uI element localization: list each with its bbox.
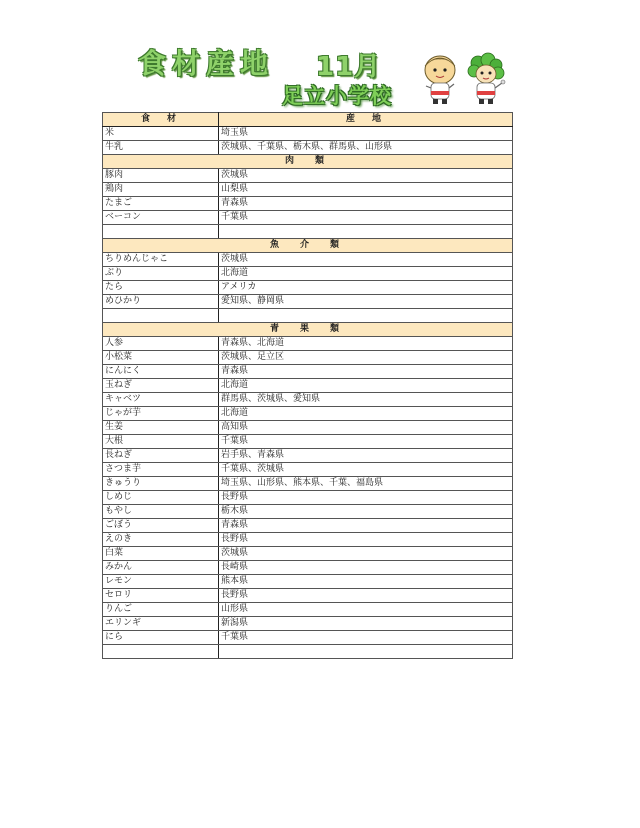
table-row: [103, 295, 513, 309]
origin-cell: 埼玉県、山形県、熊本県、千葉、福島県: [219, 477, 513, 491]
food-cell: りんご: [103, 603, 219, 617]
food-cell: さつま芋: [103, 463, 219, 477]
ingredient-origin-table: [102, 112, 513, 659]
table-row: [103, 351, 513, 365]
origin-cell: 長野県: [219, 533, 513, 547]
section-label: 青 果 類: [103, 323, 513, 337]
food-cell: じゃが芋: [103, 407, 219, 421]
table-row: [103, 407, 513, 421]
header-food: 食 材: [103, 113, 219, 127]
table-row: [103, 505, 513, 519]
page-title: 食材産地: [138, 47, 275, 80]
origin-cell: 茨城県、千葉県、栃木県、群馬県、山形県: [219, 141, 513, 155]
food-cell: 生姜: [103, 421, 219, 435]
table-row: [103, 435, 513, 449]
origin-cell: 千葉県、茨城県: [219, 463, 513, 477]
mascot-illustration: [418, 50, 508, 106]
origin-cell: 青森県: [219, 519, 513, 533]
food-cell: めひかり: [103, 295, 219, 309]
food-cell: 米: [103, 127, 219, 141]
table-row: [103, 547, 513, 561]
table-row: [103, 491, 513, 505]
table-row: [103, 477, 513, 491]
food-cell: 人参: [103, 337, 219, 351]
origin-cell: 新潟県: [219, 617, 513, 631]
origin-cell: アメリカ: [219, 281, 513, 295]
origin-cell: 茨城県: [219, 547, 513, 561]
origin-cell: 茨城県: [219, 169, 513, 183]
origin-cell: 長崎県: [219, 561, 513, 575]
food-cell: もやし: [103, 505, 219, 519]
origin-cell: 群馬県、茨城県、愛知県: [219, 393, 513, 407]
food-cell: 長ねぎ: [103, 449, 219, 463]
origin-cell: 山梨県: [219, 183, 513, 197]
section-label: 肉 類: [103, 155, 513, 169]
food-cell: ベーコン: [103, 211, 219, 225]
table-row: [103, 169, 513, 183]
food-cell: 小松菜: [103, 351, 219, 365]
origin-cell: 岩手県、青森県: [219, 449, 513, 463]
origin-cell: 埼玉県: [219, 127, 513, 141]
food-cell: にんにく: [103, 365, 219, 379]
table-row: [103, 267, 513, 281]
food-cell: たまご: [103, 197, 219, 211]
origin-cell: 北海道: [219, 267, 513, 281]
broccoli-mascot-icon: [468, 53, 505, 104]
table-row: [103, 253, 513, 267]
table-row: [103, 197, 513, 211]
table-row: [103, 393, 513, 407]
food-cell: みかん: [103, 561, 219, 575]
food-cell: たら: [103, 281, 219, 295]
table-row: [103, 379, 513, 393]
section-label: 魚 介 類: [103, 239, 513, 253]
origin-cell: 青森県: [219, 365, 513, 379]
food-cell: 玉ねぎ: [103, 379, 219, 393]
food-cell: レモン: [103, 575, 219, 589]
origin-cell: 千葉県: [219, 631, 513, 645]
origin-cell: [219, 309, 513, 323]
food-cell: ごぼう: [103, 519, 219, 533]
table-row: [103, 603, 513, 617]
table-row: [103, 421, 513, 435]
table-row: [103, 281, 513, 295]
table-row: [103, 141, 513, 155]
table-row: [103, 211, 513, 225]
origin-cell: 千葉県: [219, 211, 513, 225]
table-row: [103, 645, 513, 659]
food-cell: 白菜: [103, 547, 219, 561]
origin-cell: [219, 645, 513, 659]
origin-cell: 高知県: [219, 421, 513, 435]
origin-cell: 長野県: [219, 491, 513, 505]
origin-cell: 北海道: [219, 379, 513, 393]
food-cell: きゅうり: [103, 477, 219, 491]
origin-cell: 北海道: [219, 407, 513, 421]
food-cell: ちりめんじゃこ: [103, 253, 219, 267]
origin-cell: 青森県: [219, 197, 513, 211]
origin-cell: 千葉県: [219, 435, 513, 449]
section-header-row: [103, 323, 513, 337]
food-cell: キャベツ: [103, 393, 219, 407]
table-row: [103, 449, 513, 463]
section-header-row: [103, 239, 513, 253]
table-row: [103, 365, 513, 379]
table-row: [103, 463, 513, 477]
food-cell: ぶり: [103, 267, 219, 281]
table-row: [103, 617, 513, 631]
food-cell: 豚肉: [103, 169, 219, 183]
food-cell: [103, 225, 219, 239]
school-name: 足立小学校: [282, 84, 392, 108]
table-row: [103, 225, 513, 239]
origin-cell: 茨城県、足立区: [219, 351, 513, 365]
origin-cell: 青森県、北海道: [219, 337, 513, 351]
table-row: [103, 561, 513, 575]
table-row: [103, 337, 513, 351]
food-cell: セロリ: [103, 589, 219, 603]
section-header-row: [103, 155, 513, 169]
food-cell: 牛乳: [103, 141, 219, 155]
table-row: [103, 589, 513, 603]
table-row: [103, 533, 513, 547]
table-row: [103, 309, 513, 323]
food-cell: えのき: [103, 533, 219, 547]
food-cell: にら: [103, 631, 219, 645]
table-header-row: [103, 113, 513, 127]
food-cell: しめじ: [103, 491, 219, 505]
table-row: [103, 127, 513, 141]
table-row: [103, 575, 513, 589]
boy-mascot-icon: [425, 56, 455, 104]
food-cell: [103, 309, 219, 323]
origin-cell: 愛知県、静岡県: [219, 295, 513, 309]
origin-cell: 茨城県: [219, 253, 513, 267]
table-row: [103, 519, 513, 533]
food-cell: [103, 645, 219, 659]
table-row: [103, 183, 513, 197]
food-cell: 鶏肉: [103, 183, 219, 197]
month-label: 11月: [316, 52, 382, 82]
origin-cell: 栃木県: [219, 505, 513, 519]
table-row: [103, 631, 513, 645]
header-origin: 産 地: [219, 113, 513, 127]
origin-cell: [219, 225, 513, 239]
food-cell: 大根: [103, 435, 219, 449]
origin-cell: 山形県: [219, 603, 513, 617]
origin-cell: 熊本県: [219, 575, 513, 589]
food-cell: エリンギ: [103, 617, 219, 631]
origin-cell: 長野県: [219, 589, 513, 603]
